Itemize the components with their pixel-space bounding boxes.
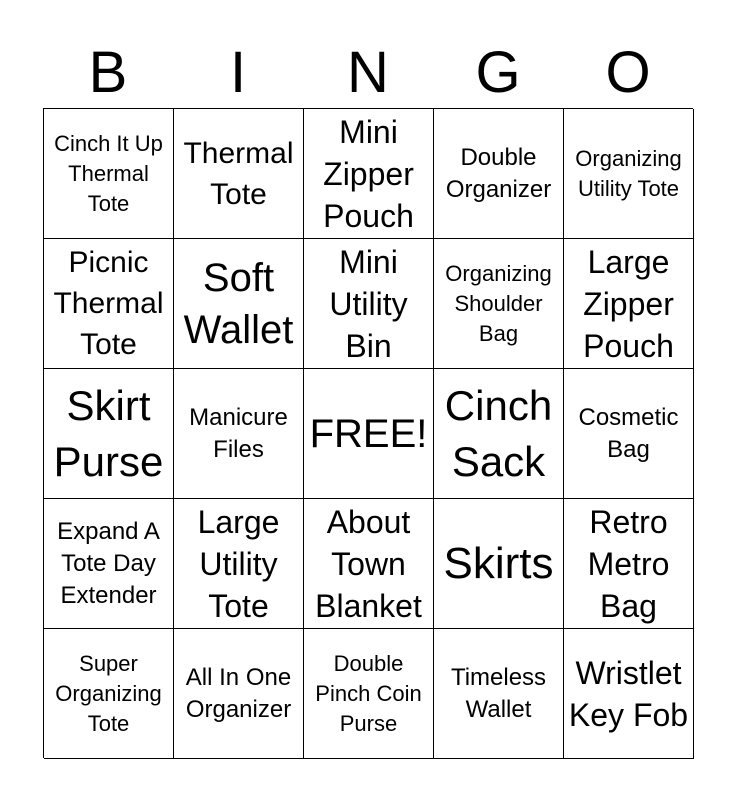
cell-label: Retro Metro Bag [587, 503, 670, 624]
bingo-cell[interactable] [174, 629, 304, 759]
bingo-cell[interactable] [564, 239, 694, 369]
cell-label: Organizing Shoulder Bag [445, 260, 552, 346]
bingo-cell[interactable] [304, 239, 434, 369]
bingo-cell[interactable] [434, 499, 564, 629]
cell-label: All In One Organizer [185, 663, 292, 723]
bingo-cell[interactable] [564, 499, 694, 629]
cell-label: Picnic Thermal Tote [53, 246, 164, 361]
bingo-cell[interactable] [44, 369, 174, 499]
cell-label: FREE! [309, 411, 428, 456]
cell-label: Cinch Sack [444, 381, 553, 485]
cell-label: About Town Blanket [315, 503, 422, 624]
bingo-cell[interactable] [174, 239, 304, 369]
bingo-cell[interactable] [44, 499, 174, 629]
header-letter-o: O [605, 40, 651, 105]
cell-label: Mini Zipper Pouch [323, 113, 414, 234]
cell-label: Thermal Tote [183, 136, 294, 211]
cell-label: Soft Wallet [183, 255, 294, 352]
bingo-cell[interactable] [44, 109, 174, 239]
cell-label: Expand A Tote Day Extender [57, 517, 160, 609]
cell-label: Cinch It Up Thermal Tote [54, 130, 163, 216]
bingo-cell[interactable] [304, 629, 434, 759]
bingo-cell[interactable] [434, 369, 564, 499]
bingo-board [43, 108, 693, 758]
bingo-cell[interactable] [304, 109, 434, 239]
bingo-cell[interactable] [434, 629, 564, 759]
bingo-header [43, 38, 693, 108]
bingo-cell[interactable] [44, 629, 174, 759]
bingo-cell[interactable] [434, 239, 564, 369]
header-letter-i: I [229, 40, 247, 105]
cell-label: Skirts [443, 538, 554, 588]
cell-label: Large Zipper Pouch [583, 243, 674, 364]
bingo-cell[interactable] [174, 369, 304, 499]
header-letter-g: G [475, 40, 521, 105]
cell-label: Super Organizing Tote [55, 650, 162, 736]
bingo-cell[interactable] [174, 499, 304, 629]
cell-label: Cosmetic Bag [578, 403, 679, 463]
cell-label: Timeless Wallet [450, 663, 547, 723]
bingo-cell[interactable] [564, 369, 694, 499]
bingo-cell[interactable] [174, 109, 304, 239]
cell-label: Organizing Utility Tote [575, 145, 682, 201]
header-letter-n: N [347, 40, 389, 105]
cell-label: Large Utility Tote [197, 503, 280, 624]
bingo-cell[interactable] [564, 629, 694, 759]
header-letter-b: B [88, 40, 128, 105]
bingo-cell[interactable] [564, 109, 694, 239]
cell-label: Double Organizer [445, 143, 552, 203]
bingo-cell[interactable] [434, 109, 564, 239]
cell-label: Wristlet Key Fob [568, 654, 689, 733]
free-space[interactable] [304, 369, 434, 499]
cell-label: Double Pinch Coin Purse [315, 650, 422, 736]
cell-label: Mini Utility Bin [329, 243, 408, 364]
cell-label: Skirt Purse [53, 381, 164, 485]
cell-label: Manicure Files [189, 403, 288, 463]
bingo-cell[interactable] [44, 239, 174, 369]
bingo-cell[interactable] [304, 499, 434, 629]
